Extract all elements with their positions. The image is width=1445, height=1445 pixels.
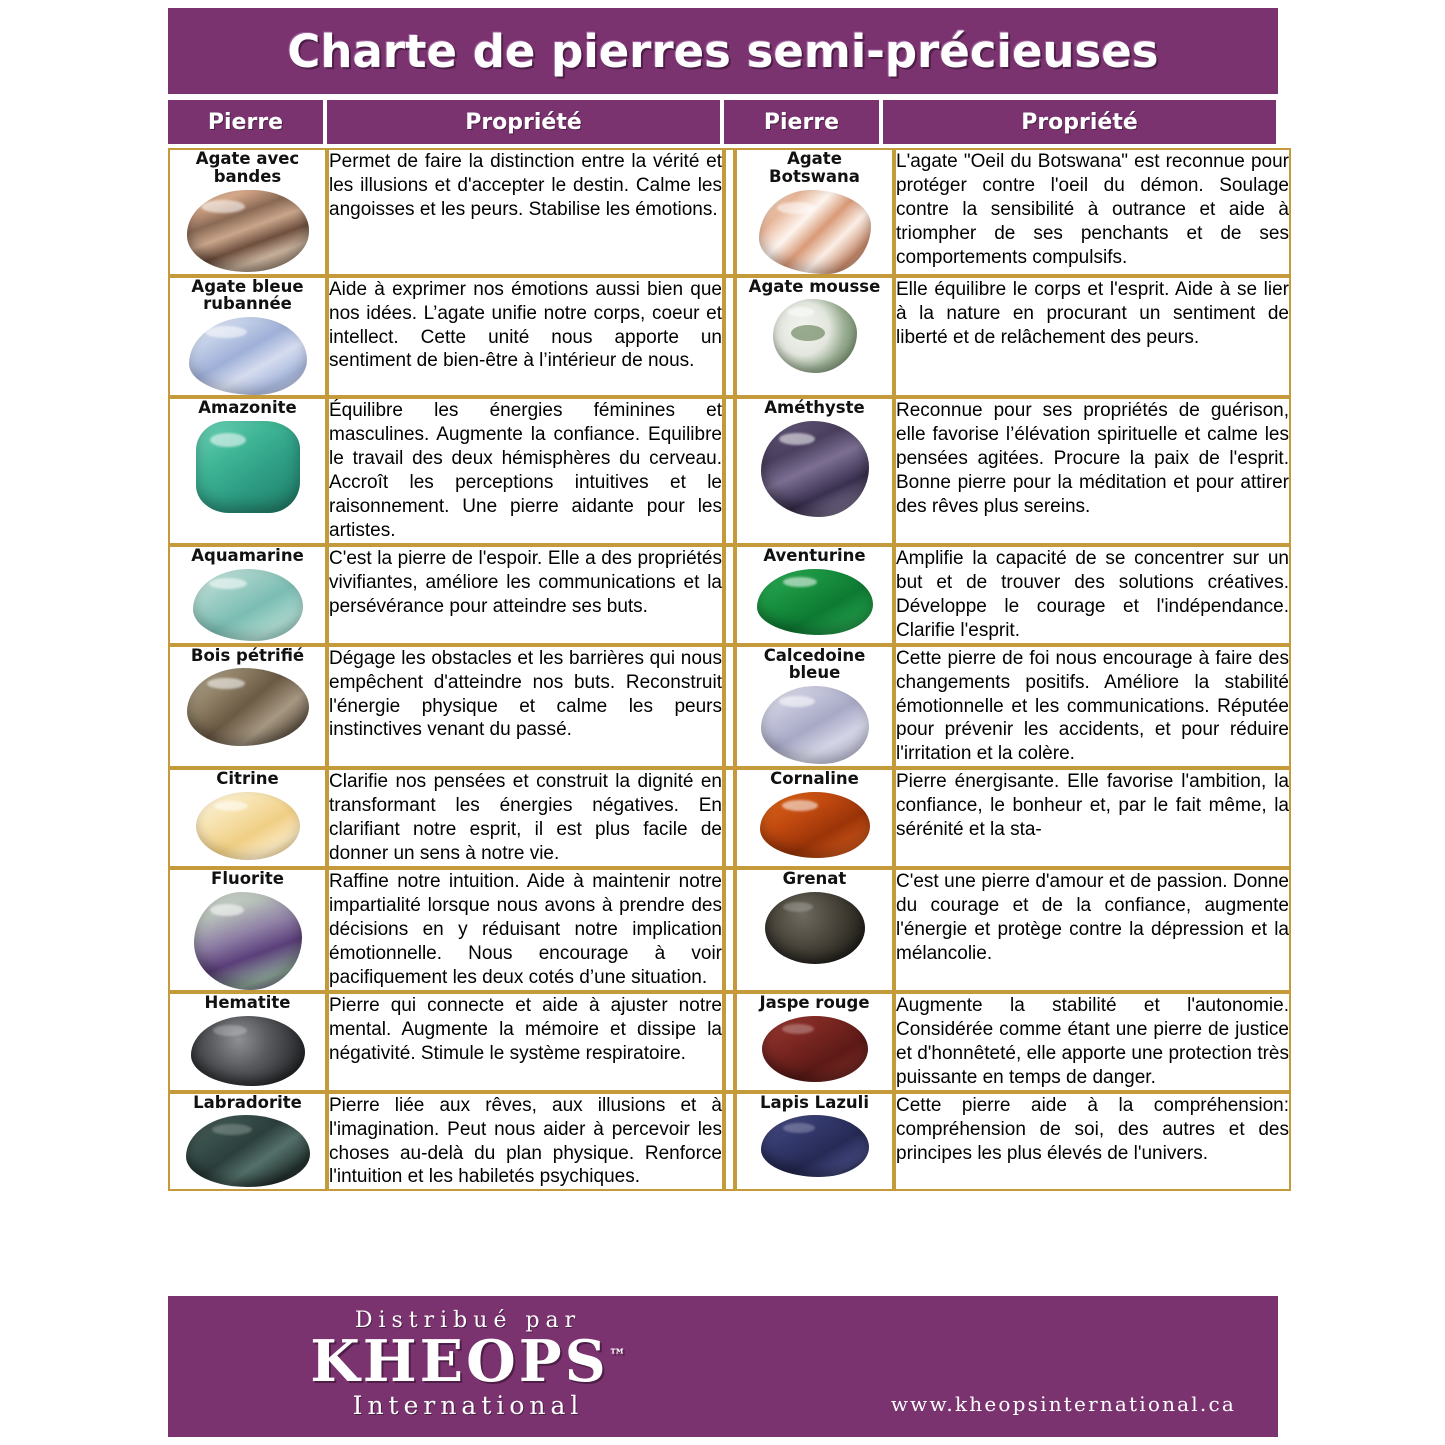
- column-gap: [724, 276, 735, 398]
- column-gap: [724, 1092, 735, 1192]
- property-cell: [327, 1092, 724, 1192]
- website-url[interactable]: www.kheopsinternational.ca: [890, 1392, 1236, 1416]
- stone-cell-aquamarine: [168, 545, 327, 645]
- brand-name: [310, 1328, 626, 1395]
- property-cell: [327, 768, 724, 868]
- property-cell: [894, 276, 1291, 398]
- stone-image-calcedoine-bleue: [761, 686, 869, 764]
- stone-cell-jaspe-rouge: [735, 992, 894, 1092]
- property-text: Amplifie la capacité de se concentrer sur un but et de trouver des solutions créatives. Développe le courage et l'indépendance. Clarifie l'esprit.: [896, 547, 1289, 641]
- table-row: [168, 992, 1291, 1092]
- brand-block: [208, 1308, 728, 1420]
- stone-image-amethyste: [761, 421, 869, 517]
- property-cell: [894, 1092, 1291, 1192]
- stone-cell-amethyste: [735, 397, 894, 545]
- column-gap: [724, 868, 735, 992]
- stone-cell-agate-bleue-rubannee: [168, 276, 327, 398]
- stone-image-agate-mousse: [773, 299, 857, 373]
- stone-cell-agate-avec-bandes: [168, 148, 327, 276]
- stone-cell-fluorite: [168, 868, 327, 992]
- stone-image-aquamarine: [193, 569, 303, 641]
- property-cell: [327, 397, 724, 545]
- column-gap: [724, 768, 735, 868]
- stone-name: Calcedoine bleue: [763, 645, 866, 683]
- stone-name: Lapis Lazuli: [760, 1092, 869, 1112]
- stone-cell-labradorite: [168, 1092, 327, 1192]
- property-cell: [894, 148, 1291, 276]
- stone-name: Labradorite: [193, 1092, 302, 1112]
- property-text: Raffine notre intuition. Aide à maintenir notre impartialité lorsque nous avons à prendre des décisions en y réduisant notre implication émotionnelle. Nous encourage à voir pacifiquement les deux cotés d’une situation.: [329, 871, 722, 988]
- stone-name: Agate mousse: [748, 276, 881, 296]
- table-row: [168, 645, 1291, 769]
- table-row: [168, 276, 1291, 398]
- page-title: Charte de pierres semi-précieuses: [287, 24, 1159, 78]
- property-cell: [327, 545, 724, 645]
- poster-header: [168, 8, 1278, 94]
- property-cell: [894, 645, 1291, 769]
- stone-name: Grenat: [782, 869, 847, 889]
- stone-image-bois-petrifie: [187, 668, 309, 746]
- brand-name-text: KHEOPS: [310, 1328, 609, 1395]
- stone-cell-aventurine: [735, 545, 894, 645]
- property-cell: [327, 148, 724, 276]
- stone-name: Améthyste: [764, 398, 865, 418]
- column-header-row: [168, 100, 1278, 144]
- stone-cell-hematite: [168, 992, 327, 1092]
- stone-name: Hematite: [204, 992, 291, 1012]
- table-row: [168, 397, 1291, 545]
- stone-image-cornaline: [760, 792, 870, 858]
- property-text: Cette pierre aide à la compréhension: compréhension de soi, des autres et des principes les plus élevés de l'univers.: [896, 1094, 1289, 1164]
- stone-name: Citrine: [216, 769, 279, 789]
- table-row: [168, 148, 1291, 276]
- property-cell: [894, 768, 1291, 868]
- property-text: Équilibre les énergies féminines et masculines. Augmente la confiance. Equilibre le travail des deux hémisphères du cerveau. Accroît les perceptions intuitives et le raisonnement. Une pierre aidante pour les artistes.: [329, 400, 722, 541]
- stone-image-hematite: [191, 1016, 305, 1086]
- stone-image-lapis-lazuli: [761, 1115, 869, 1177]
- stone-name: Agate Botswana: [769, 149, 860, 186]
- property-text: L'agate "Oeil du Botswana" est reconnue pour protéger contre l'oeil du démon. Soulage contre la sensibilité à outrance et aide à triompher de ses penchants et de ses comportements compulsifs.: [896, 151, 1289, 268]
- column-header-stone-left: Pierre: [168, 100, 323, 144]
- stone-image-agate-avec-bandes: [187, 190, 309, 272]
- property-cell: [327, 645, 724, 769]
- stone-name: Aquamarine: [191, 545, 304, 565]
- property-text: Elle équilibre le corps et l'esprit. Aide à se lier à la nature en procurant un sentiment de liberté et de relâchement des peurs.: [896, 278, 1289, 348]
- stone-image-citrine: [196, 792, 300, 860]
- stone-cell-amazonite: [168, 397, 327, 545]
- property-cell: [327, 276, 724, 398]
- stone-cell-agate-botswana: [735, 148, 894, 276]
- stone-image-aventurine: [757, 569, 873, 635]
- stone-cell-cornaline: [735, 768, 894, 868]
- table-row: [168, 868, 1291, 992]
- property-text: Permet de faire la distinction entre la vérité et les illusions et d'accepter le destin. Calme les angoisses et les peurs. Stabilise les émotions.: [329, 151, 722, 220]
- chart-table-wrapper: [168, 148, 1289, 1288]
- property-text: Dégage les obstacles et les barrières qui nous empêchent d'atteindre nos buts. Reconstruit l'énergie physique et calme les peurs instinctives venant du passé.: [329, 647, 722, 741]
- property-cell: [894, 397, 1291, 545]
- stone-image-jaspe-rouge: [762, 1016, 868, 1082]
- trademark-symbol: ™: [608, 1346, 626, 1366]
- property-text: Pierre qui connecte et aide à ajuster notre mental. Augmente la mémoire et dissipe la négativité. Stimule le système respiratoire.: [329, 994, 722, 1064]
- column-gap: [724, 992, 735, 1092]
- stone-name: Jaspe rouge: [759, 992, 870, 1012]
- column-header-property-left: Propriété: [327, 100, 720, 144]
- stone-cell-lapis-lazuli: [735, 1092, 894, 1192]
- stone-name: Amazonite: [198, 398, 297, 418]
- property-cell: [894, 545, 1291, 645]
- table-row: [168, 768, 1291, 868]
- property-cell: [327, 992, 724, 1092]
- stone-name: Cornaline: [770, 769, 859, 789]
- stone-name: Agate avec bandes: [195, 149, 300, 186]
- poster-footer: [168, 1296, 1278, 1437]
- property-text: Augmente la stabilité et l'autonomie. Considérée comme étant une pierre de justice et d'honnêteté, elle apporte une protection très puissante en temps de danger.: [896, 994, 1289, 1088]
- property-text: Clarifie nos pensées et construit la dignité en transformant les énergies négatives. En clarifiant notre esprit, il est plus facile de donner un sens à notre vie.: [329, 771, 722, 865]
- stone-image-agate-botswana: [759, 190, 871, 274]
- stone-cell-bois-petrifie: [168, 645, 327, 769]
- property-cell: [894, 868, 1291, 992]
- stone-name: Bois pétrifié: [190, 645, 305, 665]
- column-gap: [724, 148, 735, 276]
- stone-name: Aventurine: [763, 545, 866, 565]
- stone-image-amazonite: [196, 421, 300, 513]
- stone-name: Agate bleue rubannée: [191, 276, 304, 314]
- table-row: [168, 545, 1291, 645]
- stone-name: Fluorite: [211, 869, 284, 889]
- property-text: C'est une pierre d'amour et de passion. Donne du courage et de la confiance, augmente l'énergie et protège contre la dépression et la mélancolie.: [896, 871, 1289, 964]
- stone-image-fluorite: [194, 892, 302, 990]
- column-gap: [724, 545, 735, 645]
- stone-cell-citrine: [168, 768, 327, 868]
- table-row: [168, 1092, 1291, 1192]
- stone-image-grenat: [765, 892, 865, 964]
- column-gap: [724, 645, 735, 769]
- stone-cell-calcedoine-bleue: [735, 645, 894, 769]
- property-cell: [327, 868, 724, 992]
- stone-cell-agate-mousse: [735, 276, 894, 398]
- column-header-property-right: Propriété: [883, 100, 1276, 144]
- stone-cell-grenat: [735, 868, 894, 992]
- column-gap: [724, 397, 735, 545]
- stone-image-labradorite: [186, 1115, 310, 1187]
- brand-subtitle: International: [352, 1391, 584, 1421]
- property-cell: [894, 992, 1291, 1092]
- property-text: Cette pierre de foi nous encourage à faire des changements positifs. Améliore la stabilité émotionnelle et les communications. Réputée pour prévenir les accidents, et pour réduire l'irritation et la colère.: [896, 647, 1289, 765]
- property-text: Pierre énergisante. Elle favorise l'ambition, la confiance, le bonheur et, par le fait même, la sérénité et la sta-: [896, 771, 1289, 841]
- property-text: C'est la pierre de l'espoir. Elle a des propriétés vivifiantes, améliore les communications et la persévérance pour atteindre ses buts.: [329, 547, 722, 617]
- stone-image-agate-bleue-rubannee: [189, 317, 307, 395]
- property-text: Aide à exprimer nos émotions aussi bien que nos idées. L’agate unifie notre corps, coeur et intellect. Cette unité nous apporte un sentiment de bien-être à l’intérieur de nous.: [329, 278, 722, 372]
- chart-table: [168, 148, 1291, 1191]
- property-text: Pierre liée aux rêves, aux illusions et à l'imagination. Peut nous aider à percevoir les choses au-delà du plan physique. Renforce l'intuition et les habiletés psychiques.: [329, 1094, 722, 1188]
- column-header-stone-right: Pierre: [724, 100, 879, 144]
- distributed-by-label: Distribué par: [354, 1308, 582, 1333]
- property-text: Reconnue pour ses propriétés de guérison, elle favorise l’élévation spirituelle et calme les pensées agitées. Procure la paix de l'esprit. Bonne pierre pour la méditation et pour attirer des rêves plus sereins.: [896, 400, 1289, 517]
